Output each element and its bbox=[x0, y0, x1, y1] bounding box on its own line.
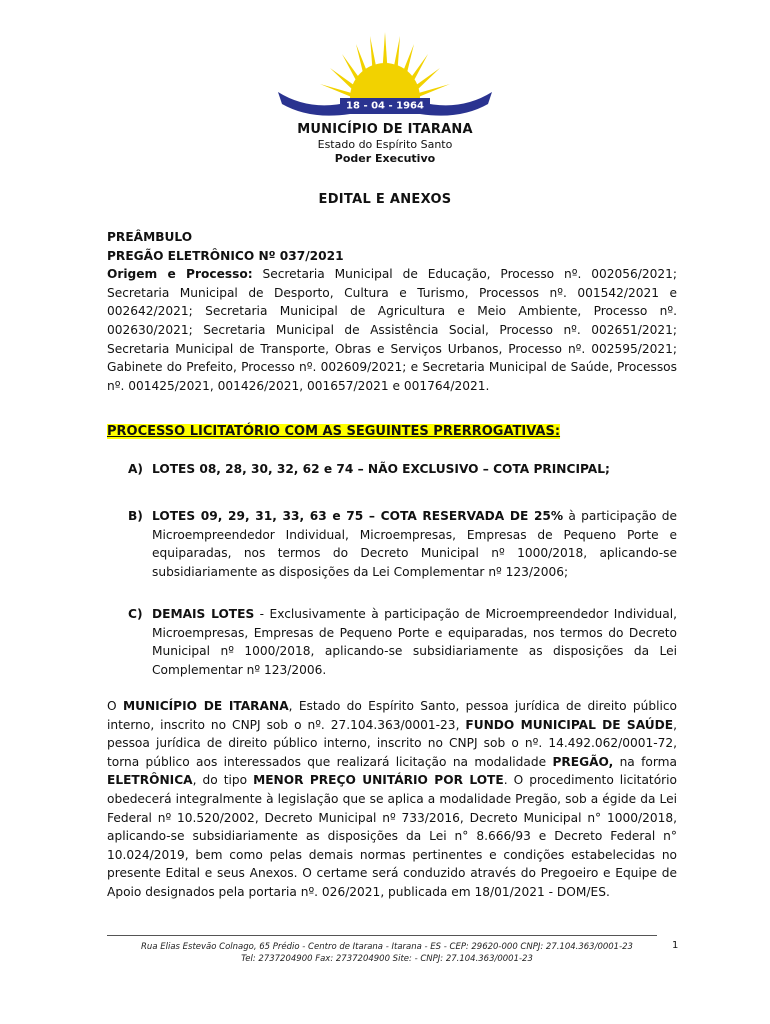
origin-text: Secretaria Municipal de Educação, Processo nº. 002056/2021; Secretaria Municipal de Desporto, Cultura e Turismo, Processos nº. 001542/2021 e 002642/2021; Secretaria Municipal de Agricultura e Meio Ambiente, Processo nº. 002630/2021; Secretaria Municipal de Assistência Social, Processo nº. 002651/2021; Secretaria Municipal de Transporte, Obras e Serviços Urbanos, Processo nº. 002595/2021; Gabinete do Prefeito, Processo nº. 002609/2021; e Secretaria Municipal de Saúde, Processos nº. 001425/2021, 001426/2021, 001657/2021 e 001764/2021. bbox=[107, 267, 677, 393]
list-item bbox=[128, 460, 677, 479]
footer-divider bbox=[107, 935, 657, 936]
item-bold-text: LOTES 08, 28, 30, 32, 62 e 74 – NÃO EXCLUSIVO – COTA PRINCIPAL; bbox=[152, 462, 610, 476]
municipality-name: MUNICÍPIO DE ITARANA bbox=[297, 122, 473, 137]
item-text: - Exclusivamente à participação de Microempreendedor Individual, Microempresas, Empresas de Pequeno Porte e equiparadas, nos termos do Decreto Municipal nº 1000/2018, aplicando-se subsidiariamente as disposições da Lei Complementar nº 123/2006. bbox=[152, 607, 677, 677]
footer-line-2: Tel: 2737204900 Fax: 2737204900 Site: - CNPJ: 27.104.363/0001-23 bbox=[241, 954, 533, 964]
footer-address bbox=[107, 941, 667, 965]
state-name: Estado do Espírito Santo bbox=[317, 138, 453, 151]
item-bold-text: DEMAIS LOTES bbox=[152, 607, 255, 621]
type-bold: MENOR PREÇO UNITÁRIO POR LOTE bbox=[253, 773, 504, 788]
main-paragraph: O MUNICÍPIO DE ITARANA, Estado do Espírito Santo, pessoa jurídica de direito público interno, inscrito no CNPJ sob o nº. 27.104.363/0001-23, FUNDO MUNICIPAL DE SAÚDE, pessoa jurídica de direito público interno, inscrito no CNPJ sob o nº. 14.492.062/0001-72, torna público aos interessados que realizará licitação na modalidade PREGÃO, na forma ELETRÔNICA, do tipo MENOR PREÇO UNITÁRIO POR LOTE. O procedimento licitatório obedecerá integralmente à legislação que se aplica a modalidade Pregão, sob a égide da Lei Federal nº 10.520/2002, Decreto Municipal nº 733/2016, Decreto Municipal n° 1000/2018, aplicando-se subsidiariamente as disposições da Lei n° 8.666/93 e Decreto Federal n° 10.024/2019, bem como pelas demais normas pertinentes e condições estabelecidas no presente Edital e seus Anexos. O certame será conduzido através do Pregoeiro e Equipe de Apoio designados pela portaria nº. 026/2021, publicada em 18/01/2021 - DOM/ES. bbox=[107, 699, 678, 899]
origin-label: Origem e Processo: bbox=[107, 267, 253, 282]
footer-line-1: Rua Elias Estevão Colnago, 65 Prédio - Centro de Itarana - Itarana - ES - CEP: 29620-000 CNPJ: 27.104.363/0001-23 bbox=[141, 942, 633, 952]
preamble-heading: PREÂMBULO bbox=[107, 230, 193, 244]
item-bold-text: LOTES 09, 29, 31, 33, 63 e 75 – COTA RESERVADA DE 25% bbox=[152, 509, 564, 523]
form-bold: ELETRÔNICA bbox=[107, 773, 193, 788]
origin-paragraph bbox=[107, 265, 677, 395]
preamble-section bbox=[107, 228, 677, 395]
government-branch: Poder Executivo bbox=[334, 152, 436, 165]
list-marker: B) bbox=[128, 509, 143, 523]
modality-bold: PREGÃO, bbox=[552, 754, 614, 769]
municipality-bold: MUNICÍPIO DE ITARANA bbox=[122, 699, 289, 713]
health-fund-bold: FUNDO MUNICIPAL DE SAÚDE bbox=[465, 717, 674, 732]
item-text: à participação de Microempreendedor Individual, Microempresas, Empresas de Pequeno Porte e equiparadas, nos termos do Decreto Municipal nº 1000/2018, aplicando-se subsidiariamente as disposições da Lei Complementar nº 123/2006; bbox=[152, 509, 678, 579]
list-marker: A) bbox=[128, 462, 144, 476]
emblem-date: 18 - 04 - 1964 bbox=[346, 100, 424, 112]
list-marker: C) bbox=[128, 607, 143, 621]
municipality-emblem bbox=[270, 24, 500, 124]
page-number: 1 bbox=[672, 940, 679, 951]
pregao-heading: PREGÃO ELETRÔNICO Nº 037/2021 bbox=[107, 248, 344, 263]
document-title: EDITAL E ANEXOS bbox=[318, 192, 452, 207]
list-item bbox=[128, 507, 677, 581]
prerogatives-heading: PROCESSO LICITATÓRIO COM AS SEGUINTES PRERROGATIVAS: bbox=[107, 424, 561, 439]
list-item bbox=[128, 605, 677, 679]
